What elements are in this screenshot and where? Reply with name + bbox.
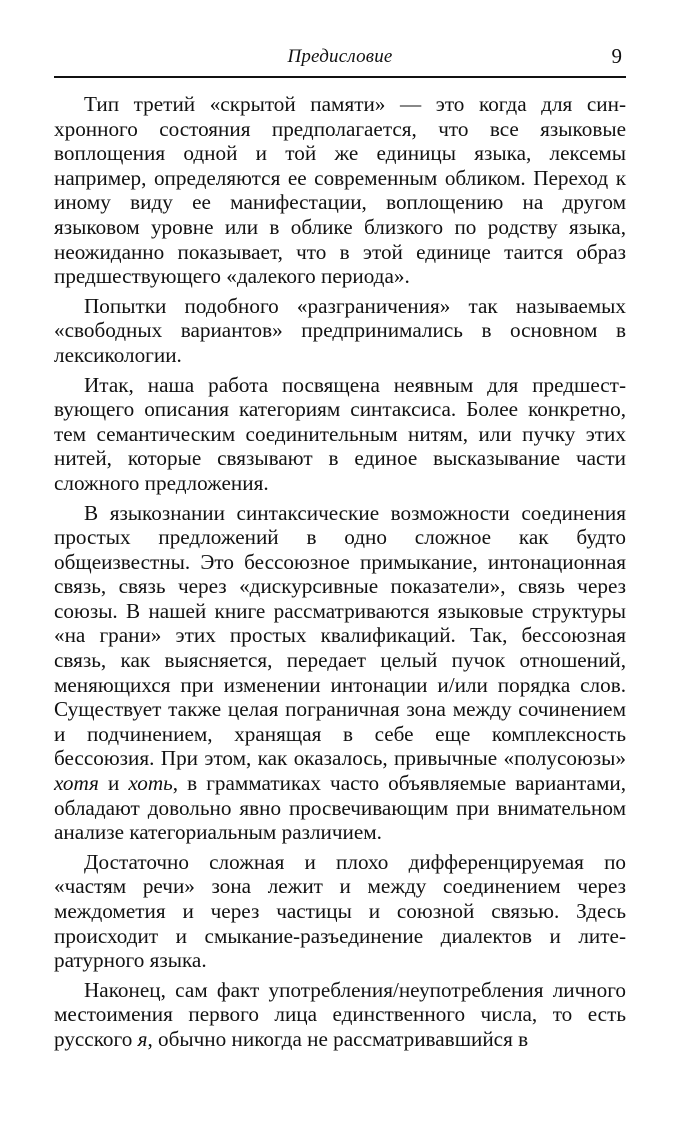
running-title: Предисловие xyxy=(287,46,393,67)
paragraph-6-text-before: Наконец, сам факт употребления/неупотребления личного местоимения первого лица единственного числа, то есть русского xyxy=(54,977,626,1051)
paragraph-6-text-after: , обычно никогда не рассматривавшийся в xyxy=(147,1026,529,1051)
paragraph-4-text-after: , в грамматиках часто объявляемые вариантами, обладают довольно явно просвечивающим при внимательном анализе категориальным различием. xyxy=(54,771,627,845)
body-text xyxy=(54,92,626,1057)
page-header xyxy=(54,44,626,74)
paragraph-4-text-mid: и xyxy=(98,771,129,796)
paragraph-3: Итак, наша работа посвящена неявным для предшествующего описания категориям синтаксиса. Более конкретно, тем семантическим соединительным нитям, или пучку этих нитей, которые связывают в единое высказывание части сложного предложения. xyxy=(54,372,626,495)
paragraph-5: Достаточно сложная и плохо дифференцируемая по «частям речи» зона лежит и между соединением через междометия и через частицы и союзной связью. Здесь происходит и смыкание-разъединение диалектов и литературного языка. xyxy=(54,849,626,973)
header-rule xyxy=(54,76,626,78)
italic-word-khot: хоть xyxy=(128,771,173,796)
italic-word-ya: я xyxy=(137,1026,148,1051)
page-number: 9 xyxy=(611,44,622,68)
paragraph-4-text-before: В языкознании синтаксические возможности соединения простых предложений в одно сложное как будто общеизвестны. Это бессоюзное примыкание, интонационная связь, связь через «дискурсивные показатели», связь через союзы. В нашей книге рассматриваются языковые структуры «на грани» этих простых квалификаций. Так, бессоюзная связь, как выясняется, передает целый пучок отношений, меняющихся при изменении интонации и/или порядка слов. Существует также целая пограничная зона между сочинением и подчинением, хранящая в себе еще комплексность бессоюзия. При этом, как оказалось, привычные «полусоюзы» xyxy=(54,500,626,771)
paragraph-2: Попытки подобного «разграничения» так называемых «свободных вариантов» предпринимались в основном в лексикологии. xyxy=(54,293,626,367)
italic-word-khotya: хотя xyxy=(54,771,99,796)
paragraph-6 xyxy=(54,978,626,1052)
paragraph-1: Тип третий «скрытой памяти» — это когда для синхронного состояния предполагается, что все языковые воплощения одной и той же единицы языка, лексемы например, определяются ее современным обликом. Переход к иному виду ее манифестации, воплощению на другом языковом уровне или в облике близкого по родству языка, неожиданно показывает, что в этой единице таится образ предшествующего «далекого периода». xyxy=(54,92,626,289)
paragraph-4 xyxy=(54,501,626,845)
